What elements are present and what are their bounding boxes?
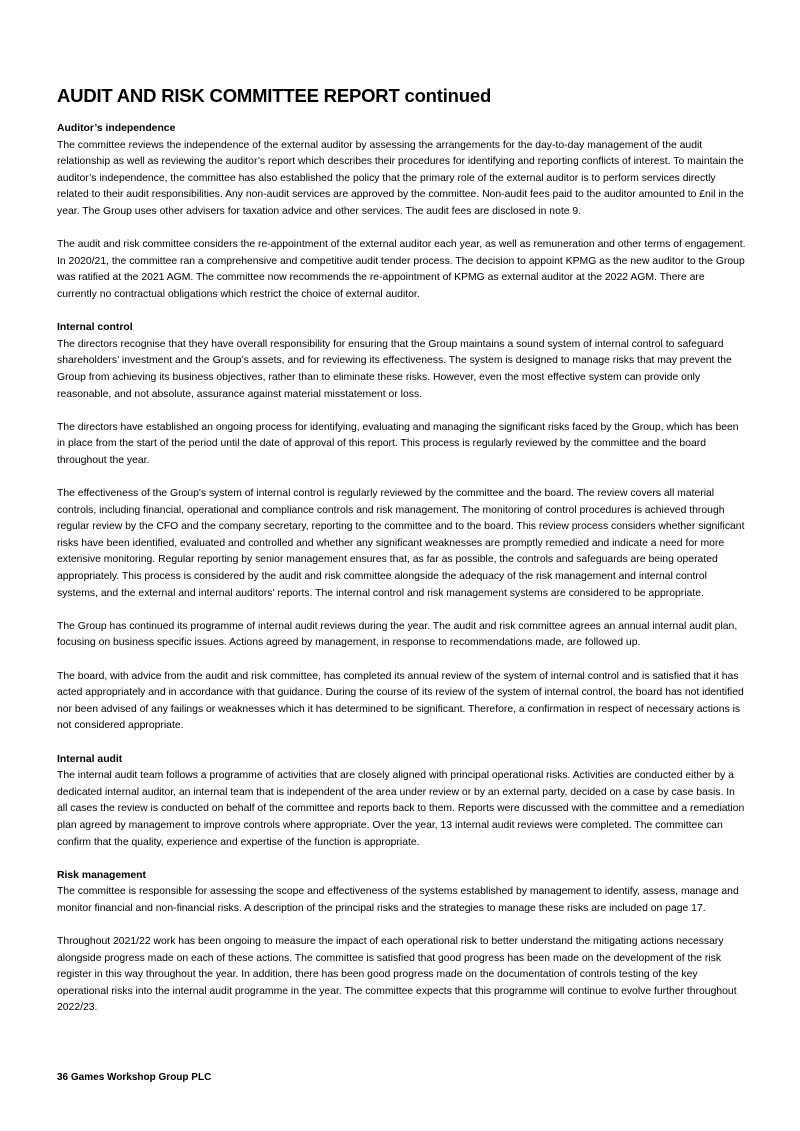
page-footer: 36 Games Workshop Group PLC: [57, 1072, 212, 1083]
section-internal-audit: [57, 752, 747, 852]
paragraph: The audit and risk committee considers the re-appointment of the external auditor each year, as well as remuneration and other terms of engagement. In 2020/21, the committee ran a comprehensive and competitive audit tender process. The decision to appoint KPMG as the new auditor to the Group was ratified at the 2021 AGM. The committee now recommends the re-appointment of KPMG as external auditor at the 2022 AGM. There are currently no contractual obligations which restrict the choice of external auditor.: [57, 239, 746, 300]
paragraph: The Group has continued its programme of internal audit reviews during the year. The audit and risk committee agrees an annual internal audit plan, focusing on business specific issues. Actions agreed by management, in response to recommendations made, are followed up.: [57, 620, 738, 649]
section-internal-control: [57, 320, 747, 735]
document-page: [57, 84, 747, 1034]
paragraph: The internal audit team follows a programme of activities that are closely aligned with principal operational risks. Activities are conducted either by a dedicated internal auditor, an internal team that is independent of the area under review or by an external party, decided on a case by case basis. In all cases the review is conducted on behalf of the committee and reports back to them. Reports were discussed with the committee and a remediation plan agreed by management to improve controls where appropriate. Over the year, 13 internal audit reviews were completed. The committee can confirm that the quality, experience and expertise of the function is appropriate.: [57, 770, 745, 848]
section-heading: Auditor’s independence: [57, 123, 176, 134]
paragraph: The board, with advice from the audit and risk committee, has completed its annual review of the system of internal control and is satisfied that it has acted appropriately and in accordance with that guidance. During the course of its review of the system of internal control, the board has not identified nor been advised of any failings or weaknesses which it has determined to be significant. Therefore, a confirmation in respect of necessary actions is not considered appropriate.: [57, 670, 744, 732]
paragraph: Throughout 2021/22 work has been ongoing to measure the impact of each operational risk to better understand the mitigating actions necessary alongside progress made on each of these actions. The committee is satisfied that good progress has been made on the development of the risk register in this way throughout the year. In addition, there has been good progress made on the documentation of controls testing of the key operational risks into the internal audit programme in the year. The committee expects that this programme will continue to evolve further throughout 2022/23.: [57, 936, 737, 1014]
section-heading: Risk management: [57, 869, 146, 881]
paragraph: The directors recognise that they have overall responsibility for ensuring that the Group maintains a sound system of internal control to safeguard shareholders’ investment and the Group’s assets, and for reviewing its effectiveness. The system is designed to manage risks that may prevent the Group from achieving its business objectives, rather than to eliminate these risks. However, even the most effective system can provide only reasonable, and not absolute, assurance against material misstatement or loss.: [57, 338, 732, 400]
section-heading: Internal audit: [57, 753, 123, 765]
page-title: AUDIT AND RISK COMMITTEE REPORT continued: [57, 85, 492, 106]
section-heading: Internal control: [57, 322, 133, 334]
paragraph: The committee is responsible for assessing the scope and effectiveness of the systems established by management to identify, assess, manage and monitor financial and non-financial risks. A description of the principal risks and the strategies to manage these risks are included on page 17.: [57, 886, 739, 914]
paragraph: The effectiveness of the Group's system of internal control is regularly reviewed by the committee and the board. The review covers all material controls, including financial, operational and compliance controls and risk management. The monitoring of control procedures is achieved through regular review by the CFO and the company secretary, reporting to the committee and to the board. This review process considers whether significant risks have been identified, evaluated and controlled and whether any significant weaknesses are promptly remedied and indicate a need for more extensive monitoring. Regular reporting by senior management ensures that, as far as possible, the controls and safeguards are being operated appropriately. This process is considered by the audit and risk committee alongside the adequacy of the risk management and internal control systems, and the external and internal auditors’ reports. The internal control and risk management systems are considered to be appropriate.: [57, 488, 745, 599]
paragraph: The directors have established an ongoing process for identifying, evaluating and managing the significant risks faced by the Group, which has been in place from the start of the period until the date of approval of this report. This process is regularly reviewed by the committee and the board throughout the year.: [57, 421, 739, 466]
section-auditors-independence: [57, 121, 747, 304]
section-risk-management: [57, 868, 747, 1017]
paragraph: The committee reviews the independence of the external auditor by assessing the arrangements for the day-to-day management of the audit relationship as well as reviewing the auditor’s report which describes their procedures for identifying and reporting conflicts of interest. To maintain the auditor’s independence, the committee has also established the policy that the primary role of the external auditor is to perform services directly related to their audit responsibilities. Any non-audit services are approved by the committee. Non-audit fees paid to the auditor amounted to £nil in the year. The Group uses other advisers for taxation advice and other services. The audit fees are disclosed in note 9.: [57, 139, 744, 217]
